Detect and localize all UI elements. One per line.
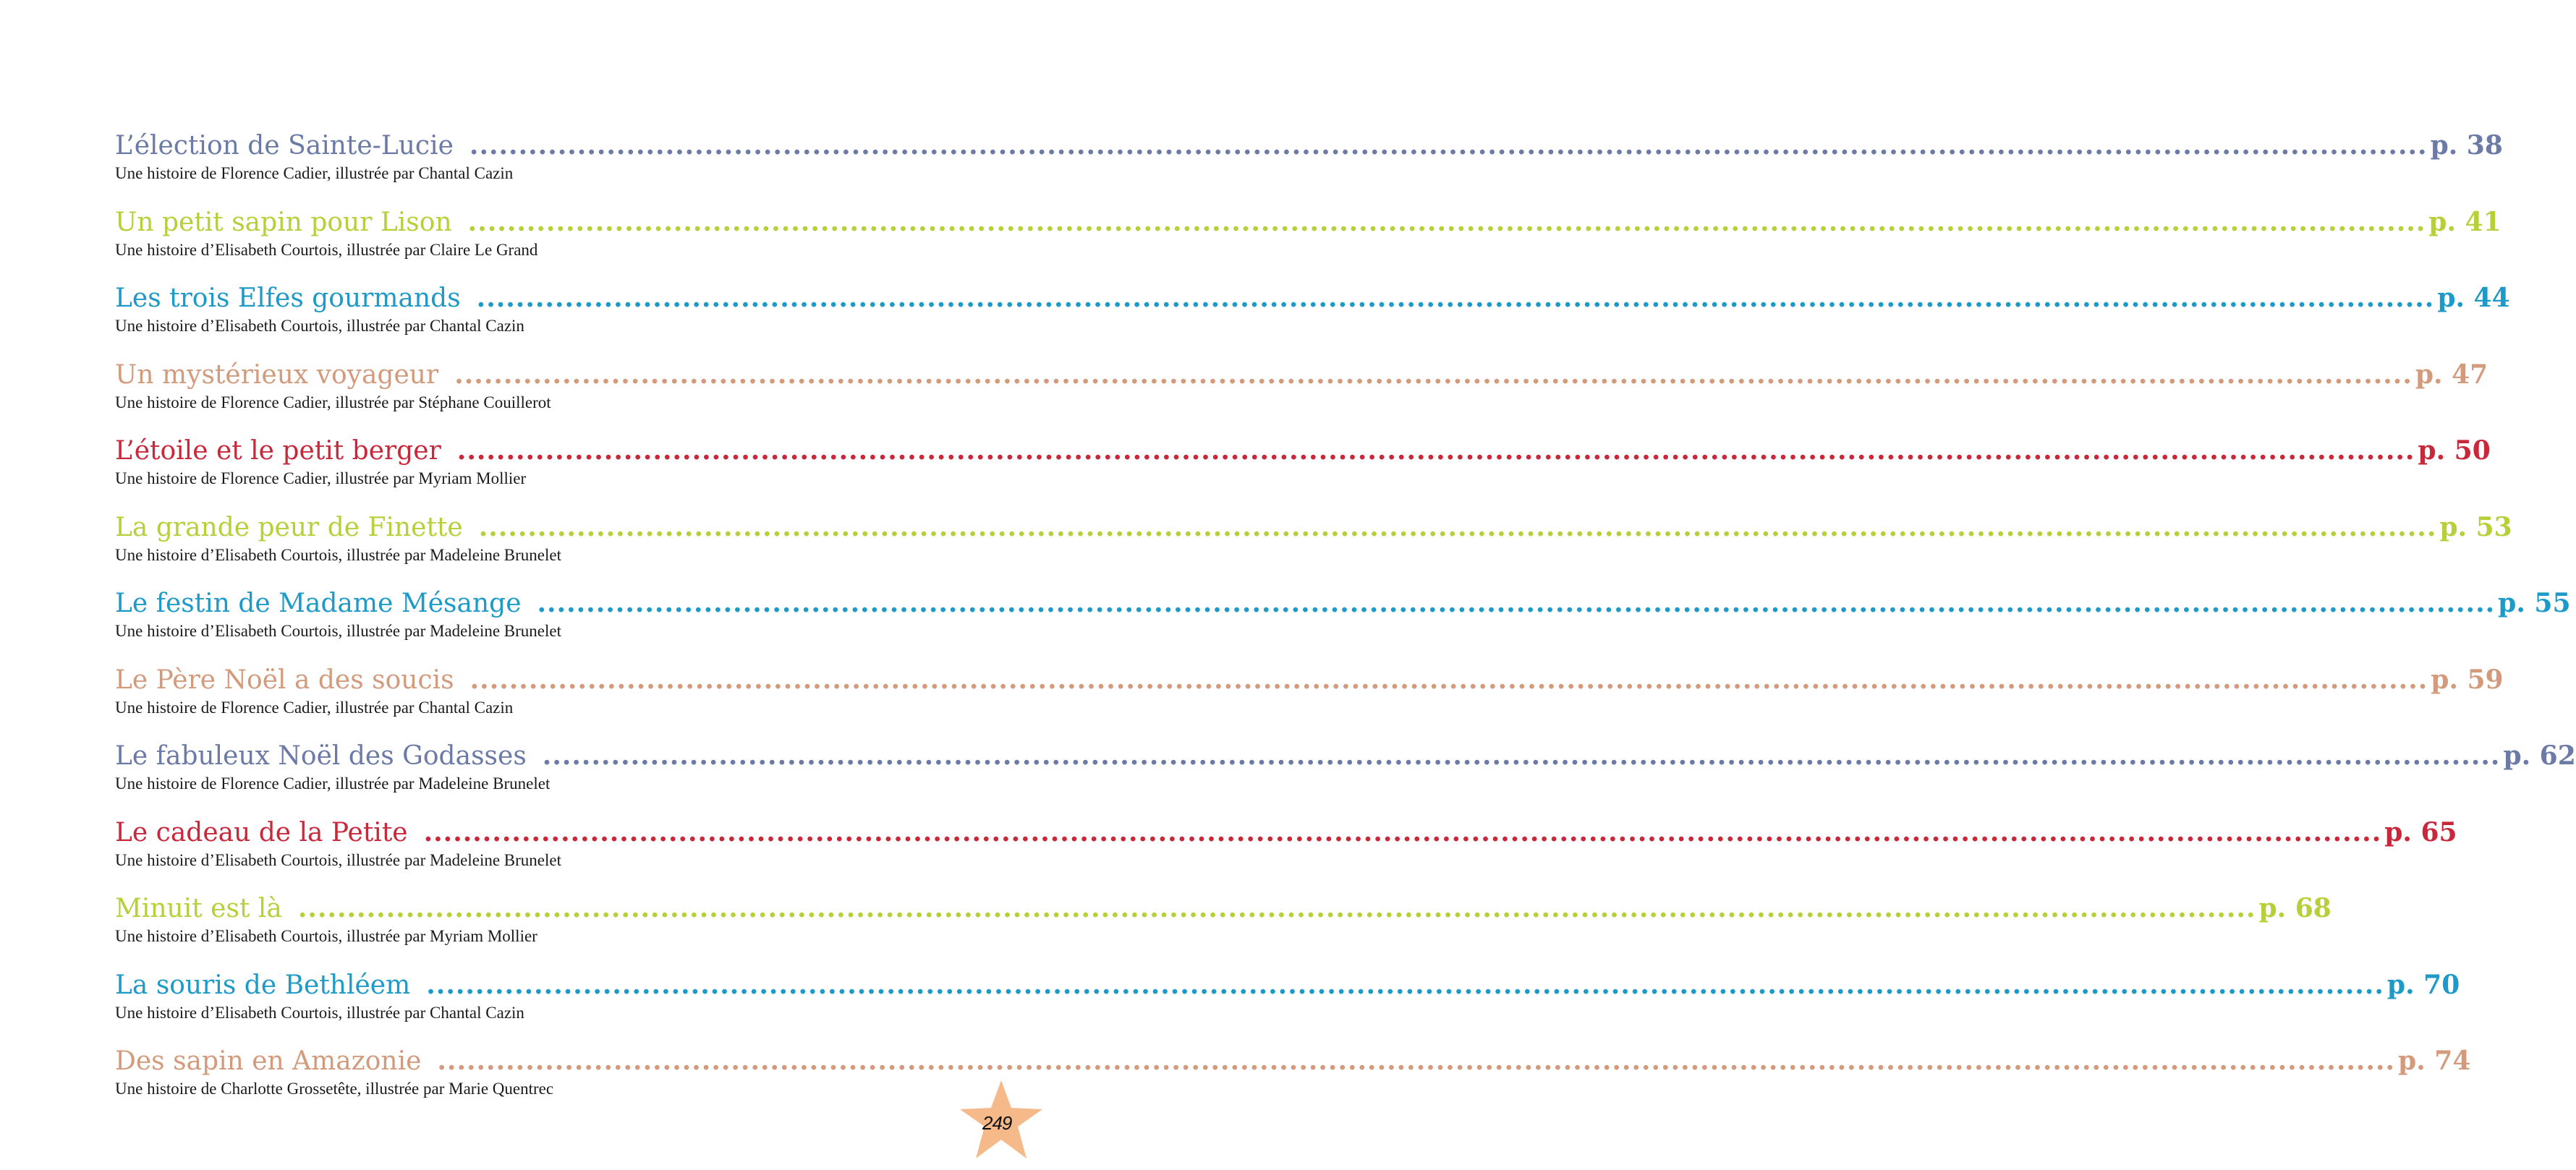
toc-title: La souris de Bethléem xyxy=(115,970,411,1000)
toc-title-line xyxy=(115,585,2571,621)
toc-title-line xyxy=(115,356,2488,393)
toc-byline: Une histoire de Florence Cadier, illustrée par Chantal Cazin xyxy=(115,164,514,182)
toc-page-ref: p. 62 xyxy=(2503,740,2576,771)
toc-entry xyxy=(115,814,2457,891)
toc-title-line xyxy=(115,509,2512,545)
toc-page-ref: p. 53 xyxy=(2439,511,2512,542)
dot-leader: ........................................................................................................................................................................................................ xyxy=(469,130,2428,161)
dot-leader: ........................................................................................................................................................................................................ xyxy=(454,359,2413,390)
toc-page-ref: p. 74 xyxy=(2398,1046,2471,1076)
toc-page-ref: p. 59 xyxy=(2431,664,2504,695)
dot-leader: ........................................................................................................................................................................................................ xyxy=(476,283,2435,313)
toc-page-ref: p. 55 xyxy=(2498,588,2571,618)
dot-leader: ........................................................................................................................................................................................................ xyxy=(542,740,2501,771)
page-number: 249 xyxy=(982,1112,1012,1134)
toc-page-ref: p. 41 xyxy=(2428,206,2501,237)
toc-title-line xyxy=(115,127,2503,163)
toc-page-ref: p. 38 xyxy=(2430,130,2503,161)
toc-title: Des sapin en Amazonie xyxy=(115,1046,422,1076)
toc-entry xyxy=(115,890,2331,967)
toc-page-ref: p. 65 xyxy=(2384,816,2457,847)
toc-entry xyxy=(115,967,2460,1043)
toc-entry xyxy=(115,127,2503,204)
toc-entry xyxy=(115,356,2488,433)
toc-byline: Une histoire d’Elisabeth Courtois, illustrée par Chantal Cazin xyxy=(115,317,524,335)
toc-title: Le festin de Madame Mésange xyxy=(115,589,522,618)
toc-byline: Une histoire de Florence Cadier, illustrée par Stéphane Couillerot xyxy=(115,393,551,411)
toc-title: L’élection de Sainte-Lucie xyxy=(115,131,454,161)
toc-title-line xyxy=(115,738,2576,774)
toc-byline: Une histoire d’Elisabeth Courtois, illustrée par Madeleine Brunelet xyxy=(115,622,562,640)
toc-page-ref: p. 68 xyxy=(2258,893,2331,923)
dot-leader: ........................................................................................................................................................................................................ xyxy=(297,893,2256,923)
dot-leader: ........................................................................................................................................................................................................ xyxy=(437,1046,2396,1076)
dot-leader: ........................................................................................................................................................................................................ xyxy=(467,206,2426,237)
toc-title-line xyxy=(115,662,2504,698)
toc-byline: Une histoire de Florence Cadier, illustrée par Madeleine Brunelet xyxy=(115,774,551,793)
dot-leader: ........................................................................................................................................................................................................ xyxy=(469,664,2428,695)
toc-byline: Une histoire d’Elisabeth Courtois, illustrée par Madeleine Brunelet xyxy=(115,850,562,869)
toc-title: Le Père Noël a des soucis xyxy=(115,665,454,695)
toc-title-line xyxy=(115,1043,2471,1079)
toc-title: Le cadeau de la Petite xyxy=(115,817,408,847)
toc-byline: Une histoire d’Elisabeth Courtois, illustrée par Chantal Cazin xyxy=(115,1003,524,1022)
toc-title: L’étoile et le petit berger xyxy=(115,436,441,466)
toc-title-line xyxy=(115,204,2501,240)
toc-title: La grande peur de Finette xyxy=(115,512,463,542)
toc-title: Minuit est là xyxy=(115,894,282,923)
toc-entry xyxy=(115,585,2571,662)
toc-title: Le fabuleux Noël des Godasses xyxy=(115,741,527,771)
toc-title-line xyxy=(115,432,2491,469)
toc-page-ref: p. 70 xyxy=(2386,969,2460,1000)
toc-byline: Une histoire d’Elisabeth Courtois, illustrée par Claire Le Grand xyxy=(115,240,538,259)
toc-entry xyxy=(115,204,2501,281)
table-of-contents xyxy=(115,127,2576,1119)
toc-title: Un petit sapin pour Lison xyxy=(115,207,452,237)
toc-byline: Une histoire de Florence Cadier, illustrée par Chantal Cazin xyxy=(115,698,514,717)
dot-leader: ........................................................................................................................................................................................................ xyxy=(426,969,2384,1000)
toc-title-line xyxy=(115,890,2331,926)
toc-entry xyxy=(115,662,2504,738)
toc-page-ref: p. 47 xyxy=(2415,359,2488,390)
dot-leader: ........................................................................................................................................................................................................ xyxy=(537,588,2496,618)
dot-leader: ........................................................................................................................................................................................................ xyxy=(456,435,2415,466)
toc-byline: Une histoire de Charlotte Grossetête, illustrée par Marie Quentrec xyxy=(115,1080,554,1098)
toc-entry xyxy=(115,1043,2471,1119)
dot-leader: ........................................................................................................................................................................................................ xyxy=(423,816,2382,847)
toc-entry xyxy=(115,280,2510,356)
toc-byline: Une histoire d’Elisabeth Courtois, illustrée par Myriam Mollier xyxy=(115,927,537,945)
toc-title: Les trois Elfes gourmands xyxy=(115,283,461,313)
toc-title-line xyxy=(115,814,2457,850)
toc-title-line xyxy=(115,967,2460,1003)
toc-byline: Une histoire d’Elisabeth Courtois, illustrée par Madeleine Brunelet xyxy=(115,545,562,564)
toc-entry xyxy=(115,432,2491,509)
toc-page-ref: p. 50 xyxy=(2418,435,2491,466)
toc-byline: Une histoire de Florence Cadier, illustrée par Myriam Mollier xyxy=(115,469,527,487)
toc-entry xyxy=(115,738,2576,814)
toc-title-line xyxy=(115,280,2510,316)
toc-entry xyxy=(115,509,2512,586)
toc-page-ref: p. 44 xyxy=(2437,283,2510,313)
toc-title: Un mystérieux voyageur xyxy=(115,359,439,390)
dot-leader: ........................................................................................................................................................................................................ xyxy=(478,511,2437,542)
